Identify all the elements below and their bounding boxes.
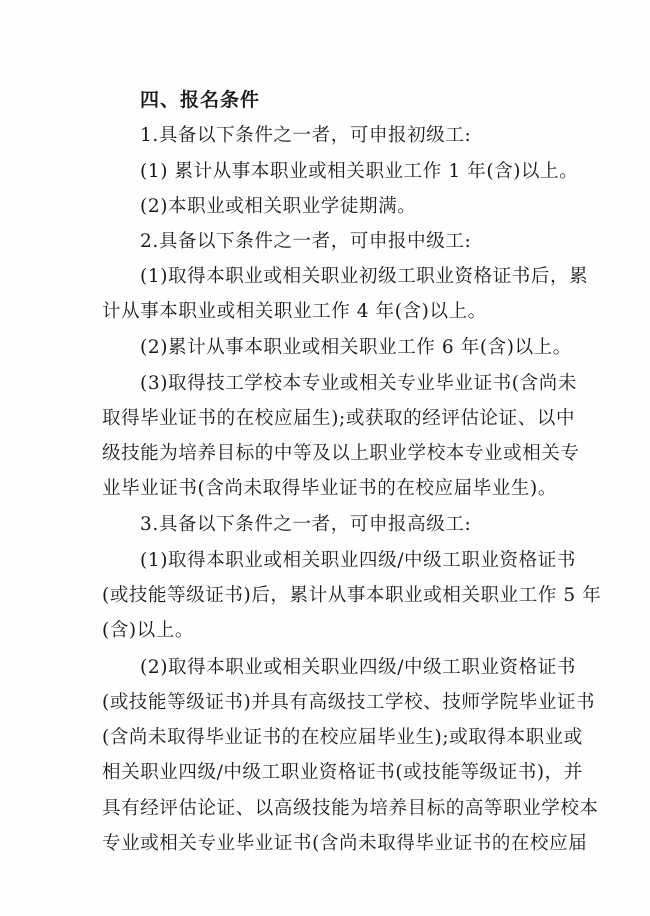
- condition-senior-title: 3.具备以下条件之一者，可申报高级工:: [140, 514, 472, 535]
- intermediate-item-2: (2)累计从事本职业或相关职业工作 6 年(含)以上。: [140, 337, 572, 358]
- intermediate-item-3-line-4: 业毕业证书(含尚未取得毕业证书的在校应届毕业生)。: [102, 478, 557, 499]
- condition-intermediate-title: 2.具备以下条件之一者，可申报中级工:: [140, 231, 472, 252]
- section-heading: 四、报名条件: [140, 89, 261, 111]
- intermediate-item-3-line-2: 取得毕业证书的在校应届生);或获取的经评估论证、以中: [102, 408, 576, 429]
- intermediate-item-3-line-1: (3)取得技工学校本专业或相关专业毕业证书(含尚未: [140, 373, 577, 394]
- senior-item-1-line-2: (或技能等级证书)后，累计从事本职业或相关职业工作 5 年: [102, 585, 602, 606]
- senior-item-2-line-6: 专业或相关专业毕业证书(含尚未取得毕业证书的在校应届: [102, 833, 588, 854]
- senior-item-2-line-5: 具有经评估论证、以高级技能为培养目标的高等职业学校本: [102, 798, 599, 819]
- condition-junior-title: 1.具备以下条件之一者，可申报初级工:: [140, 125, 472, 146]
- senior-item-2-line-1: (2)取得本职业或相关职业四级/中级工职业资格证书: [140, 657, 576, 678]
- junior-item-2: (2)本职业或相关职业学徒期满。: [140, 196, 417, 217]
- senior-item-2-line-2: (或技能等级证书)并具有高级技工学校、技师学院毕业证书: [102, 692, 596, 713]
- senior-item-1-line-3: (含)以上。: [102, 620, 195, 641]
- senior-item-2-line-4: 相关职业四级/中级工职业资格证书(或技能等级证书)，并: [102, 762, 583, 783]
- junior-item-1: (1) 累计从事本职业或相关职业工作 1 年(含)以上。: [140, 161, 579, 182]
- intermediate-item-1-line-2: 计从事本职业或相关职业工作 4 年(含)以上。: [102, 301, 487, 322]
- intermediate-item-3-line-3: 级技能为培养目标的中等及以上职业学校本专业或相关专: [102, 443, 580, 464]
- senior-item-2-line-3: (含尚未取得毕业证书的在校应届毕业生);或取得本职业或: [102, 727, 583, 748]
- senior-item-1-line-1: (1)取得本职业或相关职业四级/中级工职业资格证书: [140, 550, 576, 571]
- intermediate-item-1-line-1: (1)取得本职业或相关职业初级工职业资格证书后，累: [140, 266, 589, 287]
